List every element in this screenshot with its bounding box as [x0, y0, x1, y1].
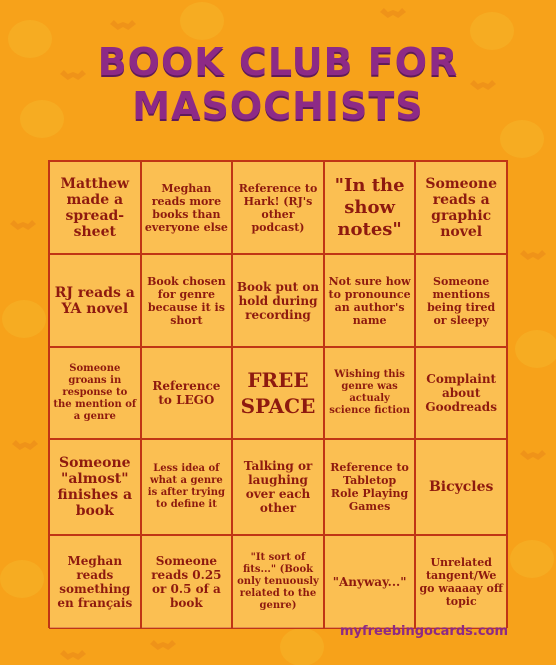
- bingo-cell[interactable]: Reference to Hark! (RJ's other podcast): [232, 161, 324, 254]
- title-line-1: BOOK CLUB FOR: [97, 40, 459, 84]
- bat-icon: [380, 8, 406, 18]
- bingo-cell[interactable]: "Anyway...": [324, 535, 416, 629]
- bat-icon: [150, 640, 176, 650]
- bingo-cell[interactable]: Someone mentions being tired or sleepy: [415, 254, 507, 347]
- bingo-cell[interactable]: Matthew made a spread-sheet: [49, 161, 141, 254]
- bingo-cell[interactable]: Someone reads a graphic novel: [415, 161, 507, 254]
- bingo-cell[interactable]: RJ reads a YA novel: [49, 254, 141, 347]
- bingo-cell[interactable]: "In the show notes": [324, 161, 416, 254]
- pumpkin-icon: [2, 300, 46, 338]
- bat-icon: [110, 20, 136, 30]
- bingo-cell[interactable]: "It sort of fits..." (Book only tenuously related to the genre): [232, 535, 324, 629]
- bat-icon: [10, 220, 36, 230]
- bingo-cell[interactable]: Talking or laughing over each other: [232, 439, 324, 535]
- free-space-cell[interactable]: FREE SPACE: [232, 347, 324, 439]
- bat-icon: [520, 250, 546, 260]
- bat-icon: [12, 440, 38, 450]
- pumpkin-icon: [515, 330, 556, 368]
- bingo-cell[interactable]: Unrelated tangent/We go waaaay off topic: [415, 535, 507, 629]
- bingo-cell[interactable]: Reference to LEGO: [141, 347, 233, 439]
- bingo-grid: [48, 160, 508, 628]
- bingo-cell[interactable]: Book chosen for genre because it is short: [141, 254, 233, 347]
- bat-icon: [520, 450, 546, 460]
- footer-credit: myfreebingocards.com: [339, 624, 508, 639]
- pumpkin-icon: [280, 628, 324, 665]
- card-title: [0, 40, 556, 128]
- title-line-2: MASOCHISTS: [132, 84, 424, 128]
- pumpkin-icon: [180, 2, 224, 40]
- bingo-cell[interactable]: Meghan reads more books than everyone else: [141, 161, 233, 254]
- bingo-cell[interactable]: Bicycles: [415, 439, 507, 535]
- pumpkin-icon: [510, 540, 554, 578]
- bingo-cell[interactable]: Someone groans in response to the mention of a genre: [49, 347, 141, 439]
- bingo-cell[interactable]: Wishing this genre was actualy science fiction: [324, 347, 416, 439]
- bingo-cell[interactable]: Book put on hold during recording: [232, 254, 324, 347]
- pumpkin-icon: [0, 560, 44, 598]
- bingo-cell[interactable]: Complaint about Goodreads: [415, 347, 507, 439]
- bingo-cell[interactable]: Reference to Tabletop Role Playing Games: [324, 439, 416, 535]
- bingo-cell[interactable]: Not sure how to pronounce an author's name: [324, 254, 416, 347]
- bingo-cell[interactable]: Less idea of what a genre is after trying to define it: [141, 439, 233, 535]
- bingo-cell[interactable]: Someone "almost" finishes a book: [49, 439, 141, 535]
- bingo-cell[interactable]: Meghan reads something en français: [49, 535, 141, 629]
- bingo-cell[interactable]: Someone reads 0.25 or 0.5 of a book: [141, 535, 233, 629]
- bat-icon: [60, 650, 86, 660]
